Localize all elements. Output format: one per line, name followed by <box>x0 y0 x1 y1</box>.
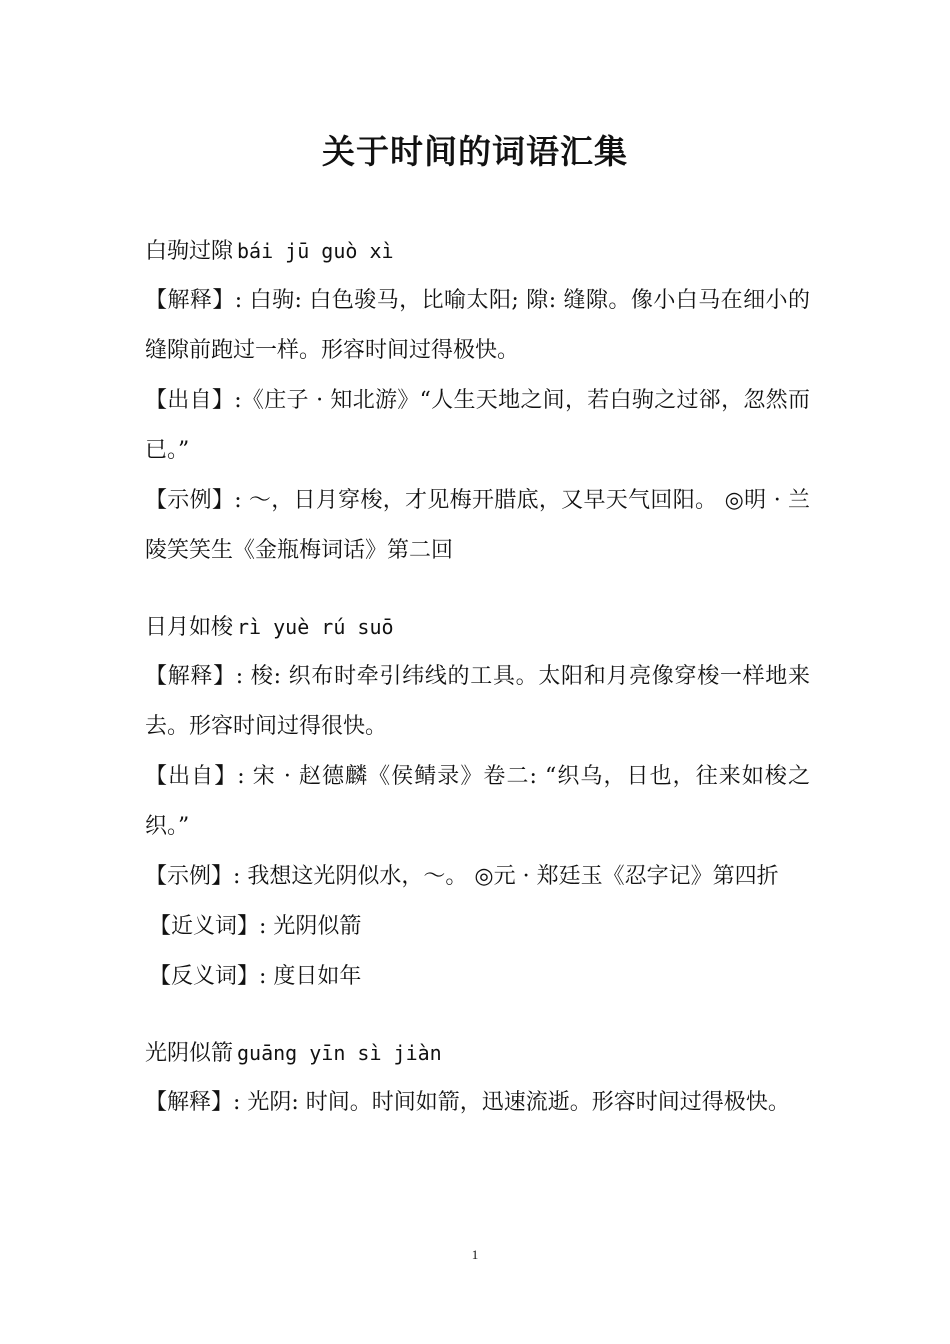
entry-riyuerusuo <box>145 602 810 1002</box>
entry-heading <box>145 1028 810 1078</box>
entry-antonym: 【反义词】: 度日如年 <box>149 964 362 989</box>
entries-container <box>145 226 810 1128</box>
entry-example: 【示例】: ～，日月穿梭，才见梅开腊底，又早天气回阳。 ◎明 · 兰陵笑笑生《金瓶梅词话》第二回 <box>145 488 810 563</box>
entry-heading <box>145 226 810 276</box>
entry-baijuguoxi <box>145 226 810 576</box>
page-number: 1 <box>471 1247 479 1262</box>
entry-heading <box>145 602 810 652</box>
entry-explanation: 【解释】: 白驹: 白色骏马，比喻太阳; 隙: 缝隙。像小白马在细小的缝隙前跑过一样。形容时间过得极快。 <box>145 288 810 363</box>
entry-word: 光阴似箭 <box>145 1041 234 1066</box>
entry-pinyin: guāng yīn sì jiàn <box>237 1041 442 1065</box>
document-title: 关于时间的词语汇集 <box>322 132 628 171</box>
entry-example: 【示例】: 我想这光阴似水，～。 ◎元 · 郑廷玉《忍字记》第四折 <box>145 864 779 889</box>
entry-word: 白驹过隙 <box>145 239 234 264</box>
entry-synonym: 【近义词】: 光阴似箭 <box>149 914 362 939</box>
entry-explanation: 【解释】: 光阴: 时间。时间如箭，迅速流逝。形容时间过得极快。 <box>145 1090 790 1115</box>
entry-explanation: 【解释】: 梭: 织布时牵引纬线的工具。太阳和月亮像穿梭一样地来去。形容时间过得很快。 <box>145 664 810 739</box>
entry-guangyinsijian <box>145 1028 810 1128</box>
entry-spacer <box>145 576 810 602</box>
entry-source: 【出自】: 宋 · 赵德麟《侯鲭录》卷二: “织乌，日也，往来如梭之织。” <box>145 764 810 839</box>
entry-spacer <box>145 1002 810 1028</box>
entry-pinyin: bái jū guò xì <box>237 239 394 263</box>
entry-pinyin: rì yuè rú suō <box>237 615 394 639</box>
entry-word: 日月如梭 <box>145 615 234 640</box>
entry-source: 【出自】:《庄子 · 知北游》“人生天地之间，若白驹之过郤，忽然而已。” <box>145 388 810 463</box>
